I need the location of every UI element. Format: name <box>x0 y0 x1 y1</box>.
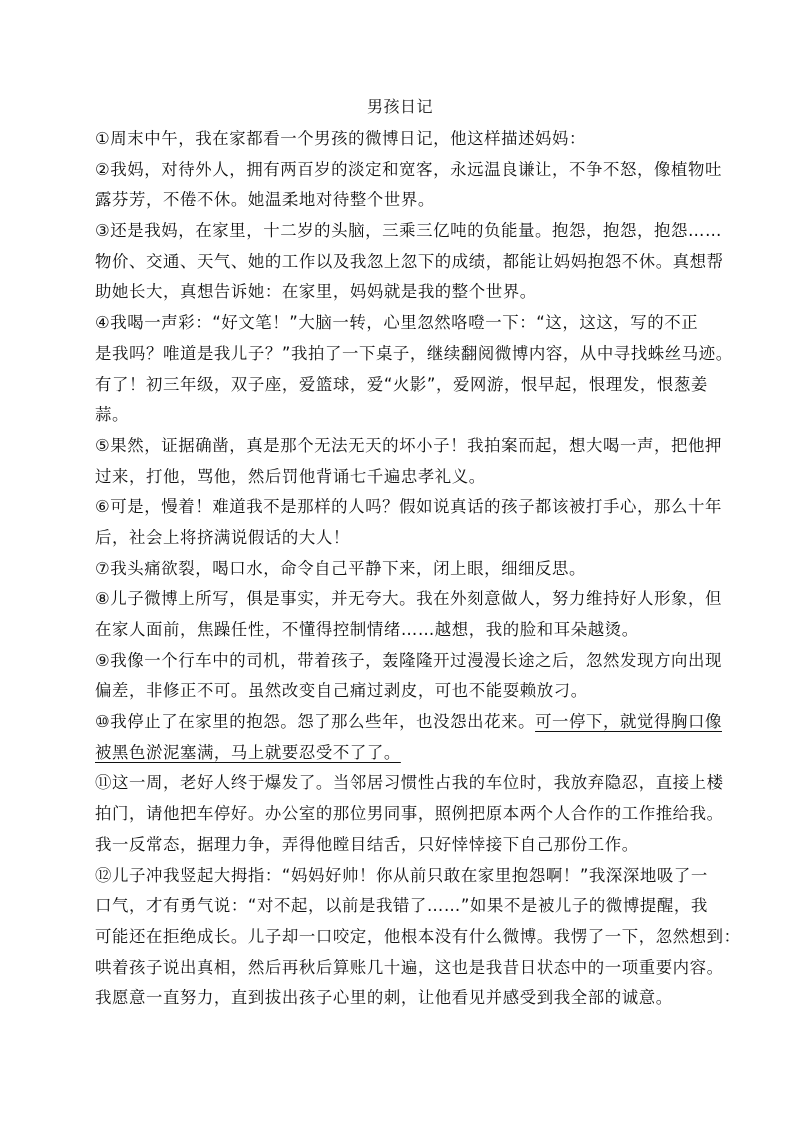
line-text: 物价、交通、天气、她的工作以及我忽上忽下的成绩，都能让妈妈抱怨不休。真想帮 <box>95 251 724 271</box>
text-line <box>95 370 715 401</box>
text-line <box>95 462 715 493</box>
text-line <box>95 953 724 984</box>
line-text: ⑩我停止了在家里的抱怨。怨了那么些年，也没怨出花来。 <box>95 712 536 732</box>
document-body <box>95 124 741 1014</box>
text-line <box>95 646 722 677</box>
text-line <box>95 891 715 922</box>
line-text: 在家人面前，焦躁任性，不懂得控制情绪……越想，我的脸和耳朵越烫。 <box>95 620 639 639</box>
line-text: ⑥可是，慢着！难道我不是那样的人吗？假如说真话的孩子都该被打手心，那么十年 <box>95 497 722 517</box>
line-text: ⑤果然，证据确凿，真是那个无法无天的坏小子！我拍案而起，想大喝一声，把他押 <box>95 435 722 455</box>
line-text: 我一反常态，据理力争，弄得他瞠目结舌，只好悻悻接下自己那份工作。 <box>95 834 639 854</box>
text-line <box>95 185 715 216</box>
line-text: 口气，才有勇气说：“对不起，以前是我错了……”如果不是被儿子的微博提醒，我 <box>95 896 708 916</box>
underlined-text: 被黑色淤泥塞满，马上就要忍受不了了。 <box>95 742 401 762</box>
text-line <box>95 308 715 339</box>
text-line <box>95 400 715 431</box>
text-line <box>95 554 715 585</box>
line-text: ⑪这一周，老好人终于爆发了。当邻居习惯性占我的车位时，我放弃隐忍，直接上楼 <box>95 773 724 793</box>
line-text: 蒜。 <box>95 405 129 425</box>
underlined-text: 可一停下，就觉得胸口像 <box>535 712 722 732</box>
text-line <box>95 768 724 799</box>
text-line <box>95 523 715 554</box>
line-text: ①周末中午，我在家都看一个男孩的微博日记，他这样描述妈妈： <box>95 129 587 148</box>
text-line <box>95 738 715 769</box>
text-line <box>95 492 722 523</box>
line-text: 有了！初三年级，双子座，爱篮球，爱“火影”，爱网游，恨早起，恨理发，恨葱姜 <box>95 374 708 394</box>
line-text: ⑦我头痛欲裂，喝口水，命令自己平静下来，闭上眼，细细反思。 <box>95 558 587 578</box>
line-text: 哄着孩子说出真相，然后再秋后算账几十遍，这也是我昔日状态中的一项重要内容。 <box>95 957 724 977</box>
line-text: ④我喝一声彩：“好文笔！”大脑一转，心里忽然咯噔一下：“这，这这，写的不正 <box>95 313 699 333</box>
text-line <box>95 277 715 308</box>
text-line <box>95 584 722 615</box>
text-line <box>95 676 715 707</box>
text-line <box>95 707 722 738</box>
text-line <box>95 339 733 370</box>
document-title: 男孩日记 <box>366 97 433 116</box>
text-line <box>95 922 741 953</box>
line-text: 露芬芳，不倦不休。她温柔地对待整个世界。 <box>95 190 435 210</box>
line-text: 后，社会上将挤满说假话的大人！ <box>95 527 350 547</box>
line-text: 助她长大，真想告诉她：在家里，妈妈就是我的整个世界。 <box>95 282 537 302</box>
text-line <box>95 216 722 247</box>
text-line <box>95 124 715 155</box>
text-line <box>95 615 715 646</box>
text-line <box>95 799 724 830</box>
line-text: 拍门，请他把车停好。办公室的那位男同事，照例把原本两个人合作的工作推给我。 <box>95 804 724 824</box>
line-text: ③还是我妈，在家里，十二岁的头脑，三乘三亿吨的负能量。抱怨，抱怨，抱怨…… <box>95 221 722 241</box>
text-line <box>95 247 724 278</box>
line-text: 我愿意一直努力，直到拔出孩子心里的刺，让他看见并感受到我全部的诚意。 <box>95 988 673 1008</box>
text-line <box>95 155 722 186</box>
text-line <box>95 431 722 462</box>
line-text: 是我吗？唯道是我儿子？”我拍了一下桌子，继续翻阅微博内容，从中寻找蛛丝马迹。 <box>95 343 733 363</box>
line-text: ⑧儿子微博上所写，俱是事实，并无夸大。我在外刻意做人，努力维持好人形象，但 <box>95 589 722 609</box>
text-line <box>95 830 715 861</box>
line-text: ⑫儿子冲我竖起大拇指：“妈妈好帅！你从前只敢在家里抱怨啊！”我深深地吸了一 <box>95 865 708 885</box>
text-line <box>95 983 715 1014</box>
line-text: ②我妈，对待外人，拥有两百岁的淡定和宽客，永远温良谦让，不争不怒，像植物吐 <box>95 159 722 179</box>
line-text: 可能还在拒绝成长。儿子却一口咬定，他根本没有什么微博。我愣了一下，忽然想到： <box>95 926 741 946</box>
line-text: 偏差，非修正不可。虽然改变自己痛过剥皮，可也不能耍赖放刁。 <box>95 681 588 701</box>
line-text: ⑨我像一个行车中的司机，带着孩子，轰隆隆开过漫漫长途之后，忽然发现方向出现 <box>95 650 722 670</box>
text-line <box>95 861 715 892</box>
line-text: 过来，打他，骂他，然后罚他背诵七千遍忠孝礼义。 <box>95 466 486 486</box>
